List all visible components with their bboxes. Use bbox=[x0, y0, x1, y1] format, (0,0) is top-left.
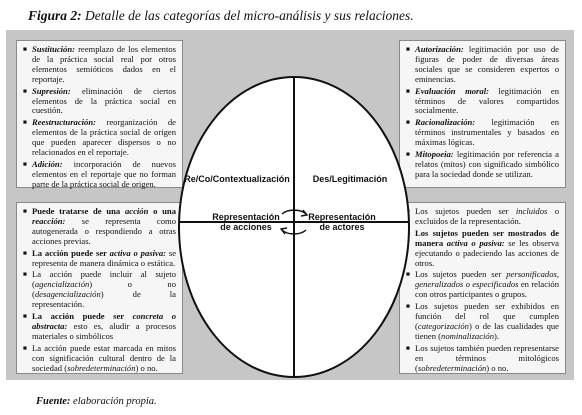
box-legitimation bbox=[399, 40, 566, 188]
emphasis: acción bbox=[124, 206, 149, 216]
emphasis: sobredeterminación bbox=[67, 362, 136, 373]
text: La acción puede estar marcada en mitos con significación cultural dentro de la sociedad ( bbox=[32, 342, 176, 373]
text: ) de la representación. bbox=[32, 289, 176, 310]
item-activa-pasiva bbox=[23, 249, 176, 269]
definition: eliminación de ciertos elementos de la práctica social en cuestión. bbox=[32, 85, 176, 116]
term: Sustitución: bbox=[32, 44, 75, 54]
text: se representa de manera dinámica o estática. bbox=[32, 247, 177, 268]
quadrant-label-legitimation: Des/Legitimación bbox=[312, 174, 388, 184]
definition: incorporación de nuevos elementos en el reportaje que no forman parte de la práctica social de origen. bbox=[32, 158, 176, 189]
emphasis: activa o pasiva: bbox=[446, 237, 505, 248]
text: Los sujetos pueden ser bbox=[415, 269, 507, 280]
quadrant-label-actions: Representación de acciones bbox=[212, 212, 280, 232]
term: Evaluación moral: bbox=[415, 85, 489, 96]
figure-label: Figura 2: bbox=[28, 8, 82, 23]
lead: Los sujetos pueden ser mostrados de manera bbox=[415, 227, 559, 248]
term: Autorización: bbox=[415, 44, 464, 54]
emphasis: categorización bbox=[417, 320, 469, 331]
text: Los sujetos pueden ser exhibidos en función del rol que cumplen ( bbox=[415, 301, 559, 331]
definition: reemplazo de los elementos de la práctica social real por otros elementos semióticos dados en el reportaje. bbox=[32, 44, 176, 84]
box-contextualization bbox=[16, 40, 183, 188]
quadrant-label-contextualization: Re/Co/Contextualización bbox=[184, 174, 290, 184]
text: Los sujetos también pueden representarse en términos mitológicos ( bbox=[415, 342, 559, 373]
text: esto es, aludir a procesos materiales o simbólicos bbox=[32, 320, 176, 341]
text: Los sujetos pueden ser bbox=[415, 206, 516, 216]
source-text: elaboración propia. bbox=[73, 396, 157, 407]
item-mitopoeia bbox=[406, 150, 559, 180]
definition: legitimación en términos instrumentales y basados en máximas lógicas. bbox=[415, 117, 559, 148]
emphasis: agencialización bbox=[34, 279, 90, 290]
definition: legitimación por referencia a relatos (mitos) con significado simbólico para la sociedad donde se utilizan. bbox=[415, 149, 559, 179]
definition: legitimación por uso de figuras de poder de diversas áreas sociales que se consideren expertos o eminencias. bbox=[415, 44, 559, 84]
figure-title bbox=[28, 8, 568, 24]
emphasis: incluidos bbox=[515, 206, 548, 216]
lead: Puede tratarse de una bbox=[32, 206, 125, 216]
definition: reorganización de elementos de la práctica social de origen que pueden aparecer dispersos o no relacionados en el reportaje. bbox=[32, 117, 176, 158]
term: Mitopoeia: bbox=[415, 149, 454, 160]
item-categorizacion bbox=[406, 302, 559, 342]
item-activa-pasiva-actores bbox=[406, 229, 559, 269]
item-mitologicos bbox=[406, 344, 559, 374]
box-actions bbox=[16, 202, 183, 374]
item-evaluacion-moral bbox=[406, 87, 559, 117]
figure-source bbox=[36, 396, 157, 407]
text: ) o no. bbox=[135, 362, 158, 373]
box-actors bbox=[399, 202, 566, 374]
source-label: Fuente: bbox=[36, 396, 71, 407]
item-racionalizacion bbox=[406, 118, 559, 148]
lead: o una bbox=[148, 206, 176, 216]
item-agencializacion bbox=[23, 270, 176, 310]
item-autorizacion bbox=[406, 45, 559, 85]
item-supresion bbox=[23, 87, 176, 117]
lead: La acción puede ser bbox=[32, 311, 133, 322]
text: en relación con otros participantes o grupos. bbox=[415, 279, 559, 300]
text: o excluidos de la representación. bbox=[415, 206, 559, 226]
term: Adición: bbox=[32, 158, 63, 169]
quadrant-label-actors: Representación de actores bbox=[308, 212, 376, 232]
text: se les observa ejecutando o padeciendo las acciones de otros. bbox=[415, 237, 559, 268]
emphasis: reacción: bbox=[32, 215, 66, 226]
text: ) o no ( bbox=[32, 279, 176, 300]
item-personificados bbox=[406, 270, 559, 300]
term: Reestructuración: bbox=[32, 117, 96, 128]
diagram-frame bbox=[6, 30, 574, 380]
emphasis: personificados, generalizados o especificados bbox=[415, 269, 559, 290]
emphasis: desagencialización bbox=[34, 289, 101, 300]
text: ). bbox=[494, 330, 500, 341]
item-accion-reaccion bbox=[23, 207, 176, 247]
item-concreta-abstracta bbox=[23, 312, 176, 342]
item-adicion bbox=[23, 160, 176, 190]
text: se representa como autogenerada o respondiendo a otras acciones previas. bbox=[32, 215, 176, 246]
lead: La acción puede ser bbox=[32, 247, 110, 258]
term: Supresión: bbox=[32, 85, 71, 96]
term: Racionalización: bbox=[415, 117, 476, 128]
emphasis: sobredeterminación bbox=[417, 362, 487, 373]
definition: legitimación en términos de valores compartidos socialmente. bbox=[415, 85, 560, 116]
item-reestructuracion bbox=[23, 118, 176, 158]
text: ) o no. bbox=[486, 362, 509, 373]
emphasis: activa o pasiva: bbox=[109, 247, 166, 258]
text: La acción puede incluir al sujeto ( bbox=[32, 269, 176, 290]
emphasis: nominalización bbox=[441, 330, 495, 341]
item-sobredeterminacion bbox=[23, 344, 176, 374]
figure-title-text: Detalle de las categorías del micro-análisis y sus relaciones. bbox=[85, 8, 414, 23]
text: ) o de las cualidades que tienen ( bbox=[415, 320, 559, 341]
item-incluidos bbox=[406, 207, 559, 227]
item-sustitucion bbox=[23, 45, 176, 85]
emphasis: concreta o abstracta: bbox=[32, 311, 176, 331]
